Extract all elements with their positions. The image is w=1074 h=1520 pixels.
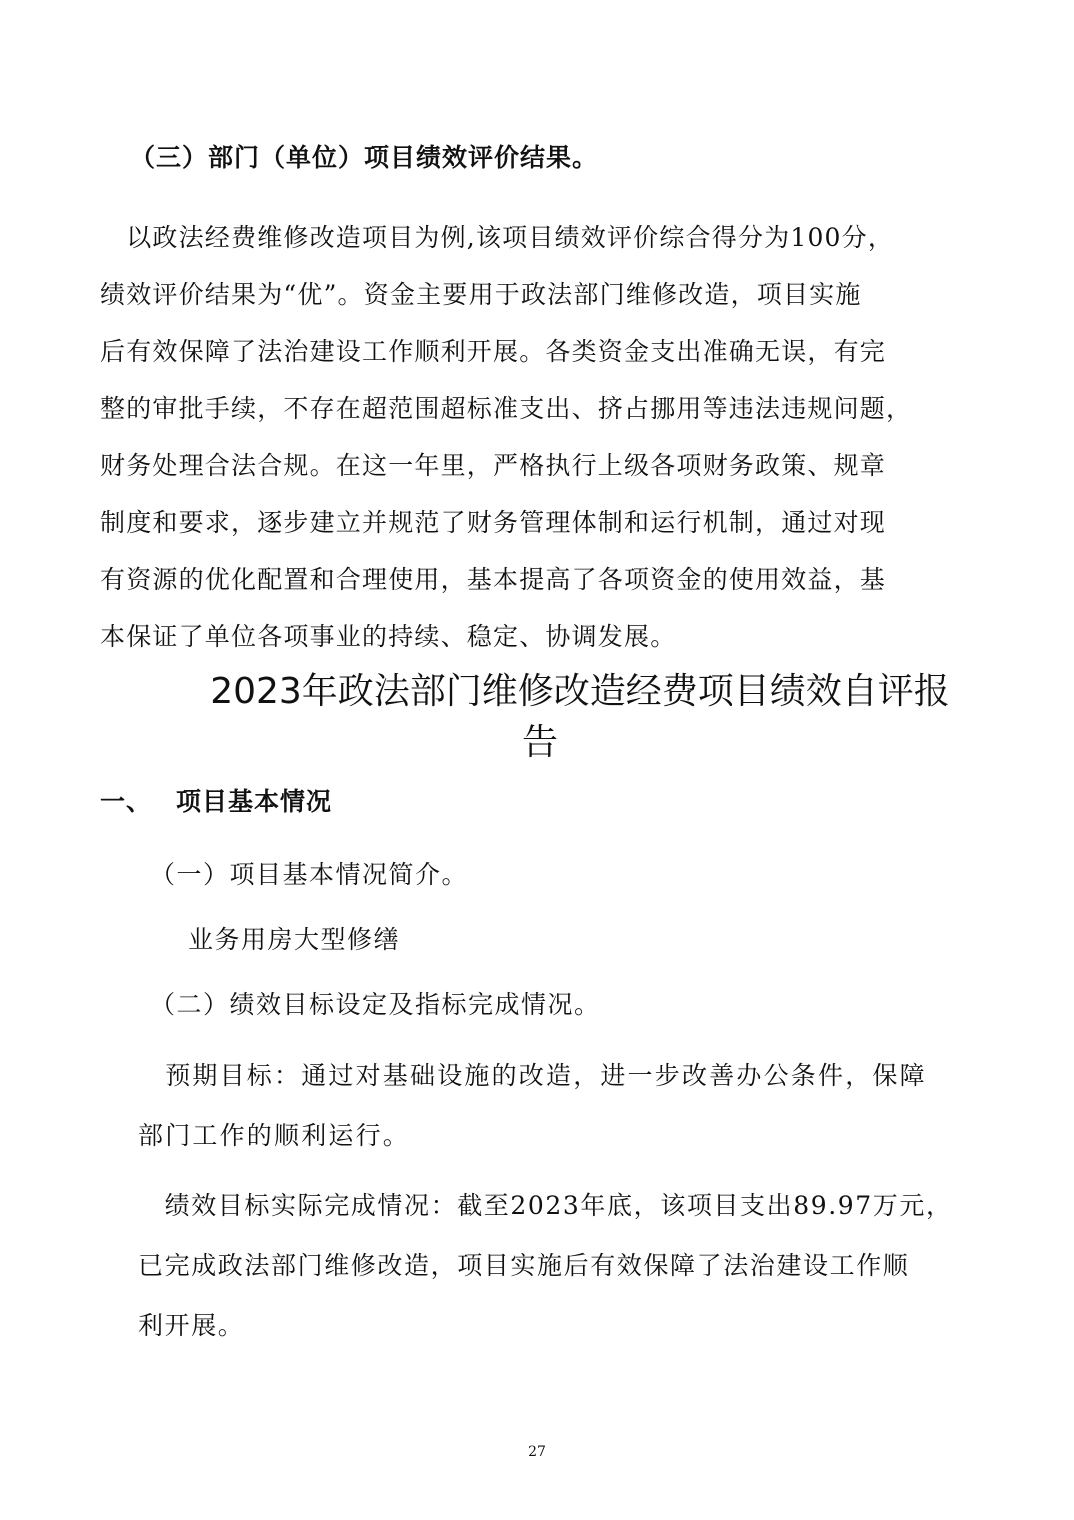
report-title-line2: 告 <box>521 722 558 763</box>
paragraph-line: 预期目标：通过对基础设施的改造，进一步改善办公条件，保障 <box>138 1061 927 1090</box>
report-title <box>100 667 980 768</box>
section3-heading: （三）部门（单位）项目绩效评价结果。 <box>130 143 599 172</box>
paragraph-line: 已完成政法部门维修改造，项目实施后有效保障了法治建设工作顺 <box>138 1251 910 1280</box>
sub1-content: 业务用房大型修缮 <box>188 925 401 954</box>
paragraph-line: 利开展。 <box>138 1311 245 1340</box>
paragraph-line: 有资源的优化配置和合理使用，基本提高了各项资金的使用效益，基 <box>100 565 887 594</box>
part1-heading <box>100 782 332 818</box>
sub1-heading: （一）项目基本情况简介。 <box>150 860 469 889</box>
paragraph-line: 部门工作的顺利运行。 <box>138 1121 411 1150</box>
paragraph-line: 整的审批手续，不存在超范围超标准支出、挤占挪用等违法违规问题， <box>100 394 913 423</box>
sub2-heading: （二）绩效目标设定及指标完成情况。 <box>150 990 601 1019</box>
section3-paragraph <box>100 218 980 674</box>
paragraph-line: 绩效目标实际完成情况：截至2023年底，该项目支出89.97万元， <box>138 1191 953 1220</box>
paragraph-line: 以政法经费维修改造项目为例,该项目绩效评价综合得分为100分， <box>100 223 895 252</box>
actual-completion-paragraph <box>138 1186 983 1366</box>
part1-title: 项目基本情况 <box>176 787 333 816</box>
expected-goal-paragraph <box>138 1056 983 1176</box>
report-title-line1: 2023年政法部门维修改造经费项目绩效自评报 <box>210 671 950 712</box>
paragraph-line: 本保证了单位各项事业的持续、稳定、协调发展。 <box>100 622 677 651</box>
part1-number: 一、 <box>100 787 153 816</box>
paragraph-line: 绩效评价结果为“优”。资金主要用于政法部门维修改造，项目实施 <box>100 280 862 309</box>
paragraph-line: 制度和要求，逐步建立并规范了财务管理体制和运行机制，通过对现 <box>100 508 887 537</box>
paragraph-line: 后有效保障了法治建设工作顺利开展。各类资金支出准确无误，有完 <box>100 337 887 366</box>
paragraph-line: 财务处理合法合规。在这一年里，严格执行上级各项财务政策、规章 <box>100 451 887 480</box>
page-number: 27 <box>528 1444 546 1460</box>
